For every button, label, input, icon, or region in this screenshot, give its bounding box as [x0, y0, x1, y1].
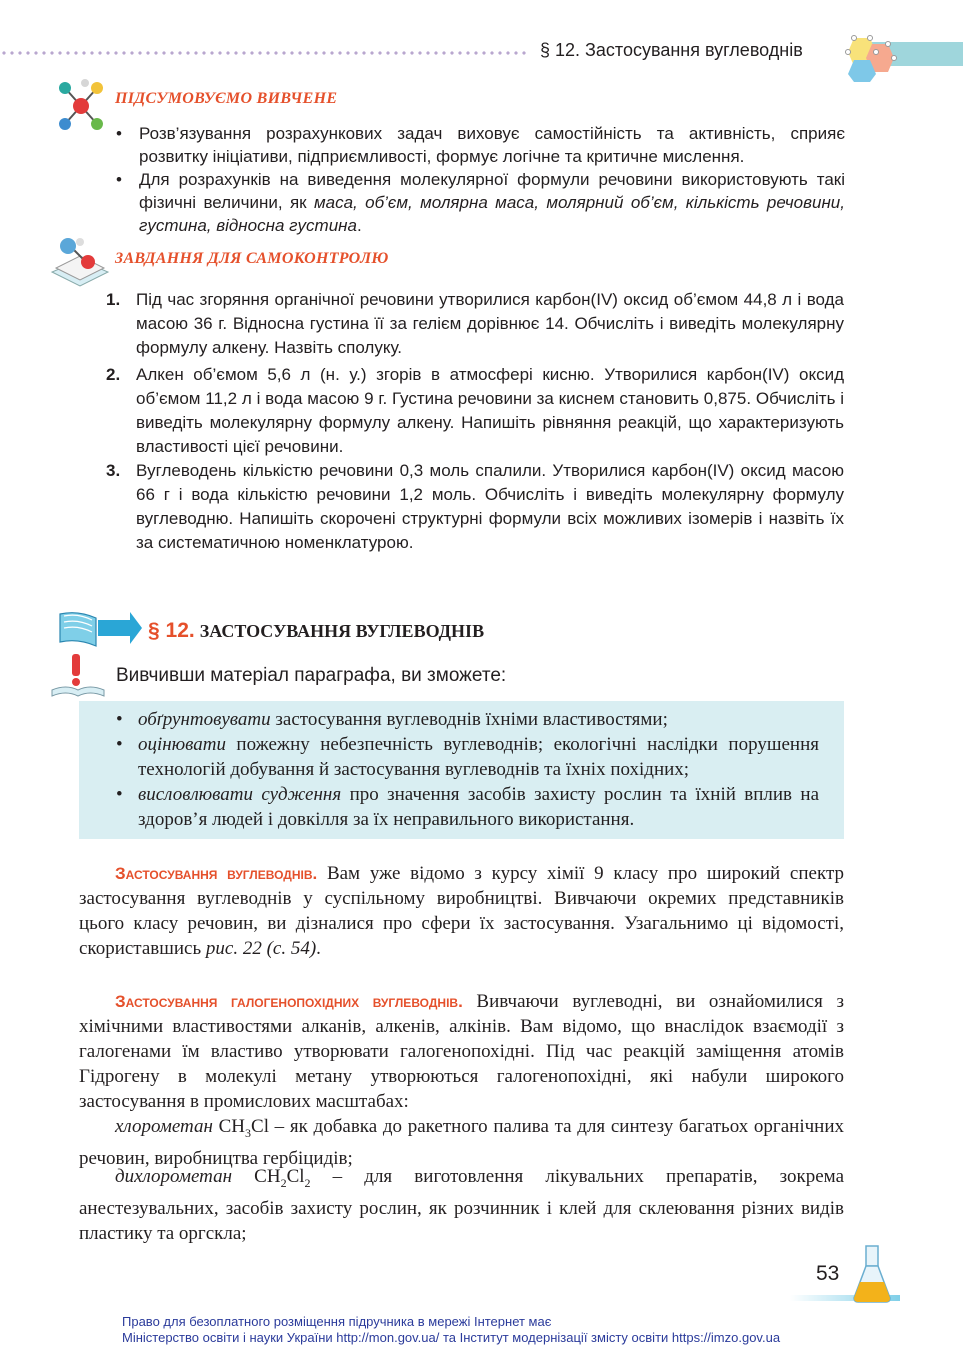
task-number: 1. — [106, 290, 121, 309]
task-item — [106, 363, 845, 459]
compound-formula: $CH_2Cl_2$ — [254, 1166, 311, 1190]
quantities-list: маса, об’єм, молярна маса, молярний об’єм, кількість речовини, густина, відносна густина — [139, 193, 845, 235]
open-book-arrow-icon — [56, 606, 142, 650]
bullet: • — [116, 709, 123, 730]
task-item — [106, 459, 845, 555]
summary-heading: ПІДСУМОВУЄМО ВИВЧЕНЕ — [115, 90, 338, 107]
bullet: • — [116, 784, 123, 805]
section-lead: Застосування галогенопохідних вуглеводнів. — [115, 992, 463, 1011]
section-applications-text: Застосування вуглеводнів. Вам уже відомо з курсу хімії 9 класу про широкий спектр застосування вуглеводнів у суспільному виробництві. Вивчаючи окремих представників цього класу речовин, ви дізналися про сфери їх застосування. Узагальнимо ці відомості, скориставшись рис. 22 (с. 54). — [79, 863, 844, 959]
footer-links-line: Міністерство освіти і науки України http://mon.gov.ua/ та Інститут модернізації змісту освіти https://imzo.gov.ua — [122, 1330, 781, 1345]
summary-molecule-icon — [55, 78, 107, 134]
running-header-title: § 12. Застосування вуглеводнів — [540, 40, 803, 60]
goal-item — [116, 782, 838, 832]
task-text: Алкен об’ємом 5,6 л (н. у.) згорів в атмосфері кисню. Утворилися карбон(IV) оксид об’ємом 11,2 л і вода масою 9 г. Густина речовини за киснем становить 0,875. Обчисліть і виведіть молекулярну формулу алкену. Напишіть рівняння реакцій, що характеризують властивості цієї речовини. — [136, 365, 844, 456]
molecule-icon — [842, 30, 902, 82]
goal-text: обґрунтовувати застосування вуглеводнів їхніми властивостями; — [138, 709, 668, 730]
list-item — [116, 168, 845, 237]
task-item — [106, 288, 845, 360]
goal-text: оцінювати пожежну небезпечність вуглеводнів; екологічні наслідки порушення технологій добування й застосування вуглеводнів та їхніх похідних; — [138, 734, 819, 780]
task-text: Під час згоряння органічної речовини утворилися карбон(IV) оксид об’ємом 44,8 л і вода масою 36 г. Відносна густина її за гелієм дорівнює 14. Обчисліть і виведіть молекулярну формулу алкену. Назвіть сполуку. — [136, 290, 844, 357]
exclamation-book-icon — [50, 652, 106, 698]
list-item — [116, 122, 845, 168]
compound-name: дихлорометан — [115, 1166, 233, 1187]
page-number: 53 — [816, 1262, 840, 1285]
flask-icon — [850, 1244, 894, 1304]
section-lead: Застосування вуглеводнів. — [115, 864, 318, 883]
compound-item: хлорометан $CH_3Cl$ – як добавка до ракетного палива та для синтезу багатьох органічних речовин, виробництва гербіцидів; — [79, 1116, 844, 1169]
paragraph-title: ЗАСТОСУВАННЯ ВУГЛЕВОДНІВ — [199, 621, 485, 641]
footer-rights-line: Право для безоплатного розміщення підручника в мережі Інтернет має — [122, 1314, 552, 1329]
summary-bullet-text: Для розрахунків на виведення молекулярної формули речовини використовують такі фізичні величини, як маса, об’єм, молярна маса, молярний об’єм, кількість речовини, густина, відносна густина. — [139, 170, 845, 235]
paragraph-number: § 12. — [148, 619, 195, 642]
paragraph-heading — [148, 619, 484, 643]
goal-item — [116, 732, 838, 782]
header-dotted-line — [0, 51, 528, 55]
goal-item — [116, 707, 838, 732]
section-halogen-text: Застосування галогенопохідних вуглеводнів. Вивчаючи вуглеводні, ви ознайомилися з хімічними властивостями алканів, алкенів, алкінів. Вам відомо, що внаслідок взаємодії з галогенами їм властиво утворювати галогенопохідні. Під час реакцій заміщення атомів Гідрогену в молекулі метану утворюються галогенопохідні, які набули широкого застосування в промислових масштабах: — [79, 991, 844, 1112]
task-number: 3. — [106, 461, 121, 480]
compound-name: хлорометан — [115, 1116, 213, 1137]
figure-reference: рис. 22 (с. 54) — [205, 938, 317, 959]
task-text: Вуглеводень кількістю речовини 0,3 моль спалили. Утворилися карбон(IV) оксид масою 66 г і вода кількістю речовини 1,2 моль. Обчисліть і виведіть молекулярну формулу вуглеводню. Напишіть скорочені структурні формули всіх можливих ізомерів і назвіть їх за систематичною номенклатурою. — [136, 461, 844, 552]
selfcheck-heading: ЗАВДАННЯ ДЛЯ САМОКОНТРОЛЮ — [115, 250, 389, 267]
bullet: • — [116, 170, 122, 189]
bullet: • — [116, 124, 122, 143]
goal-text: висловлювати судження про значення засобів захисту рослин та їхній вплив на здоров’я людей і довкілля за їх неправильного використання. — [138, 784, 820, 830]
summary-bullet-text: Розв’язування розрахункових задач виховує самостійність та активність, сприяє розвитку ініціативи, підприємливості, формує логічне та критичне мислення. — [139, 124, 845, 166]
bullet: • — [116, 734, 123, 755]
paragraph-intro: Вивчивши матеріал параграфа, ви зможете: — [116, 665, 507, 686]
task-number: 2. — [106, 365, 121, 384]
compound-formula: $CH_3Cl$ — [218, 1116, 269, 1140]
selfcheck-book-icon — [50, 236, 110, 292]
compound-item: дихлорометан $CH_2Cl_2$ – для виготовлення лікувальних препаратів, зокрема анестезувальних, засобів захисту рослин, як розчинник і клей для склеювання різних видів пластику та оргскла; — [79, 1166, 845, 1244]
